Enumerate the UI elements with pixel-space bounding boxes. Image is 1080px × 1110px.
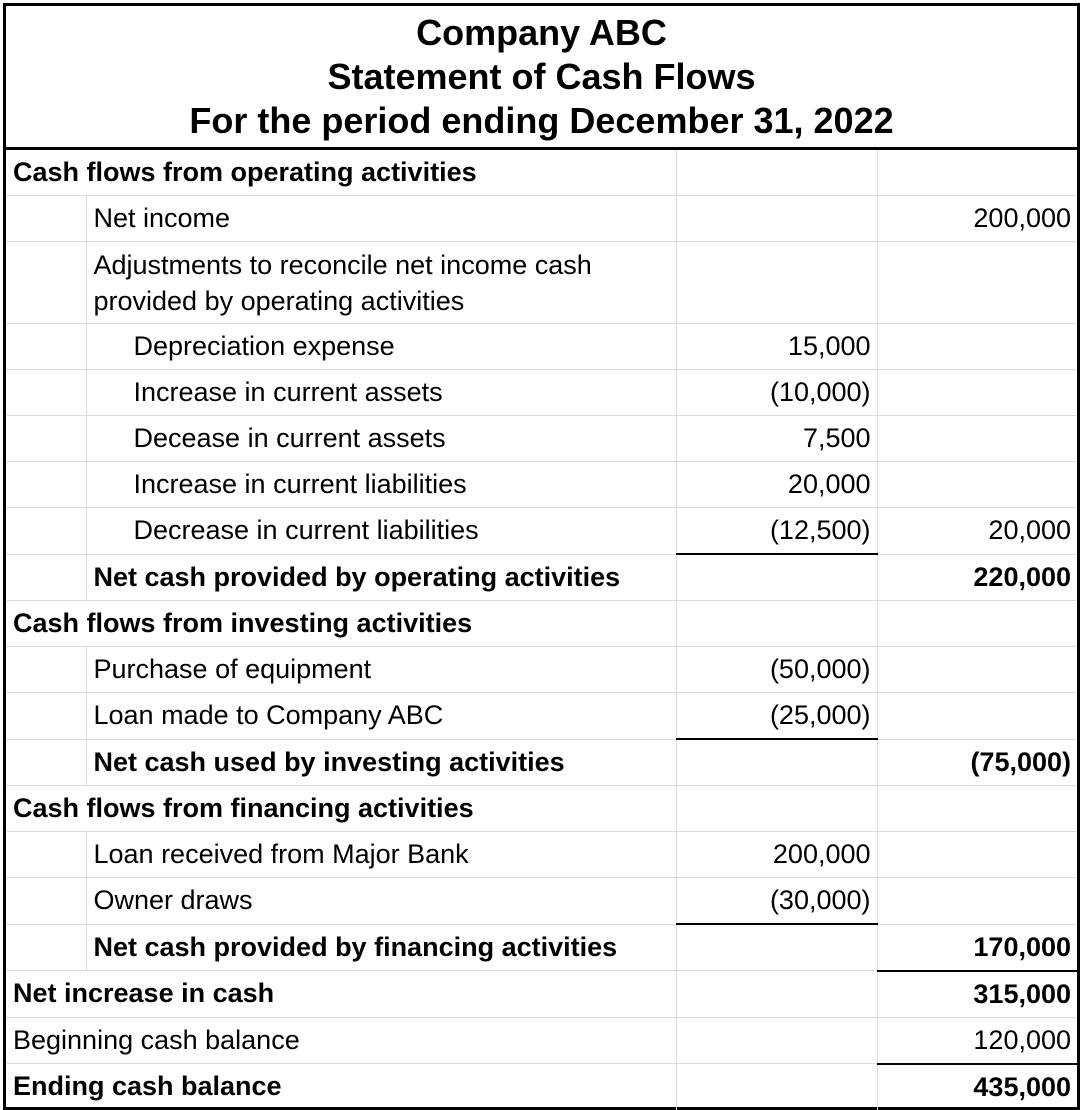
table-row <box>6 878 1077 925</box>
table-row <box>6 462 1077 508</box>
ending-balance-label: Ending cash balance <box>6 1064 676 1110</box>
table-row <box>6 693 1077 740</box>
table-row <box>6 601 1077 647</box>
line-item-label: Increase in current assets <box>86 370 676 416</box>
table-row <box>6 150 1077 196</box>
table-row <box>6 647 1077 693</box>
table-row <box>6 370 1077 416</box>
line-item-amount: 20,000 <box>676 462 877 508</box>
table-row <box>6 1017 1077 1064</box>
line-item-amount: 7,500 <box>676 416 877 462</box>
line-item-amount: (10,000) <box>676 370 877 416</box>
adjustments-label: Adjustments to reconcile net income cash provided by operating activities <box>86 242 676 324</box>
line-item-label: Purchase of equipment <box>86 647 676 693</box>
line-item-label: Loan made to Company ABC <box>86 693 676 740</box>
table-row <box>6 971 1077 1018</box>
table-row <box>6 1064 1077 1110</box>
investing-net-total: (75,000) <box>877 739 1077 786</box>
statement-header <box>6 6 1077 150</box>
investing-net-label: Net cash used by investing activities <box>86 739 676 786</box>
cash-flow-table <box>6 150 1077 1110</box>
beginning-balance-total: 120,000 <box>877 1017 1077 1064</box>
investing-heading: Cash flows from investing activities <box>6 601 676 647</box>
line-item-amount: 15,000 <box>676 324 877 370</box>
line-item-amount: (50,000) <box>676 647 877 693</box>
company-name: Company ABC <box>416 11 667 53</box>
net-increase-total: 315,000 <box>877 971 1077 1018</box>
table-row <box>6 739 1077 786</box>
line-item-amount: (25,000) <box>676 693 877 740</box>
table-row <box>6 324 1077 370</box>
adjustments-total: 20,000 <box>877 508 1077 555</box>
table-row <box>6 924 1077 971</box>
net-increase-label: Net increase in cash <box>6 971 676 1018</box>
beginning-balance-label: Beginning cash balance <box>6 1017 676 1064</box>
period-line: For the period ending December 31, 2022 <box>189 99 894 141</box>
financing-net-total: 170,000 <box>877 924 1077 971</box>
line-item-label: Increase in current liabilities <box>86 462 676 508</box>
line-item-label: Decease in current assets <box>86 416 676 462</box>
table-row <box>6 242 1077 324</box>
table-row <box>6 832 1077 878</box>
operating-net-total: 220,000 <box>877 554 1077 601</box>
line-item-label: Decrease in current liabilities <box>86 508 676 555</box>
cash-flow-statement <box>3 3 1080 1110</box>
net-income-total: 200,000 <box>877 196 1077 242</box>
financing-net-label: Net cash provided by financing activities <box>86 924 676 971</box>
table-row <box>6 508 1077 555</box>
statement-title: Statement of Cash Flows <box>327 55 756 97</box>
net-income-label: Net income <box>86 196 676 242</box>
operating-heading: Cash flows from operating activities <box>6 150 676 196</box>
ending-balance-total: 435,000 <box>877 1064 1077 1110</box>
line-item-label: Depreciation expense <box>86 324 676 370</box>
table-row <box>6 786 1077 832</box>
table-row <box>6 416 1077 462</box>
financing-heading: Cash flows from financing activities <box>6 786 676 832</box>
line-item-amount: (12,500) <box>676 508 877 555</box>
line-item-amount: 200,000 <box>676 832 877 878</box>
table-row <box>6 554 1077 601</box>
line-item-amount: (30,000) <box>676 878 877 925</box>
operating-net-label: Net cash provided by operating activities <box>86 554 676 601</box>
line-item-label: Loan received from Major Bank <box>86 832 676 878</box>
line-item-label: Owner draws <box>86 878 676 925</box>
table-row <box>6 196 1077 242</box>
